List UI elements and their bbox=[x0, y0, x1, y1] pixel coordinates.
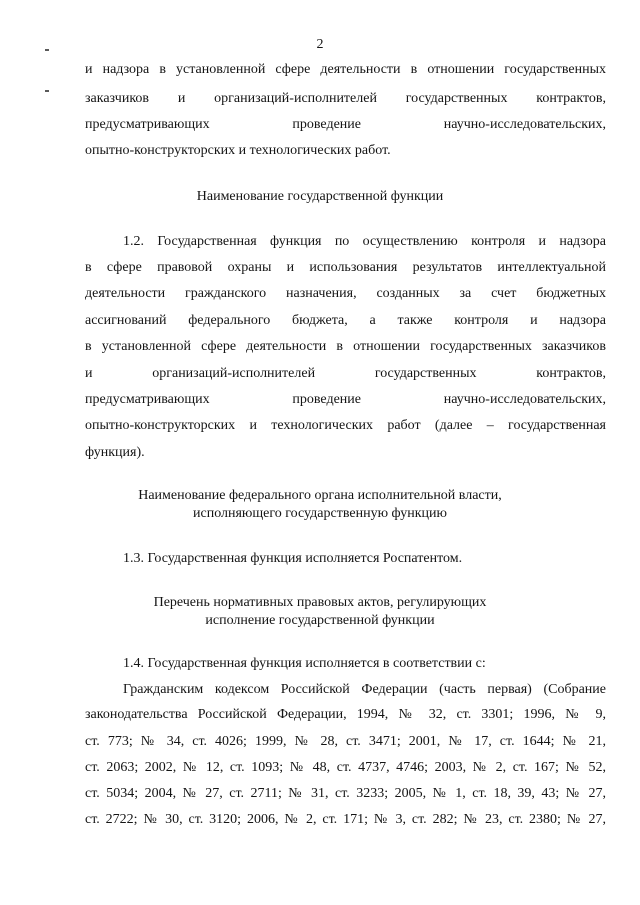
paragraph-line: предусматривающих проведение научно-исследовательских, bbox=[85, 392, 606, 407]
paragraph-line: 1.4. Государственная функция исполняется в соответствии с: bbox=[123, 656, 486, 671]
paragraph-line: ст. 5034; 2004, № 27, ст. 2711; № 31, ст. 3233; 2005, № 1, ст. 18, 39, 43; № 27, bbox=[85, 786, 606, 801]
section-heading: Наименование государственной функции bbox=[196, 189, 444, 204]
paragraph-line: в установленной сфере деятельности в отношении государственных заказчиков bbox=[85, 339, 606, 354]
scan-speck bbox=[45, 90, 49, 92]
page-number: 2 bbox=[316, 37, 324, 52]
paragraph-line: 1.3. Государственная функция исполняется Роспатентом. bbox=[123, 551, 463, 566]
paragraph-line: и надзора в установленной сфере деятельности в отношении государственных bbox=[85, 62, 606, 77]
section-heading: исполняющего государственную функцию bbox=[193, 506, 447, 521]
paragraph-line: предусматривающих проведение научно-исследовательских, bbox=[85, 117, 606, 132]
paragraph-line: опытно-конструкторских и технологических работ. bbox=[85, 143, 391, 158]
section-heading: Наименование федерального органа исполнительной власти, bbox=[138, 488, 502, 503]
section-heading: исполнение государственной функции bbox=[205, 613, 435, 628]
section-heading: Перечень нормативных правовых актов, регулирующих bbox=[153, 595, 487, 610]
paragraph-line: деятельности гражданского назначения, созданных за счет бюджетных bbox=[85, 286, 606, 301]
paragraph-line: функция). bbox=[85, 445, 145, 460]
paragraph-line: законодательства Российской Федерации, 1994, № 32, ст. 3301; 1996, № 9, bbox=[85, 707, 606, 722]
paragraph-line: Гражданским кодексом Российской Федерации (часть первая) (Собрание bbox=[123, 682, 606, 697]
paragraph-line: ст. 2722; № 30, ст. 3120; 2006, № 2, ст. 171; № 3, ст. 282; № 23, ст. 2380; № 27, bbox=[85, 812, 606, 827]
paragraph-line: ст. 773; № 34, ст. 4026; 1999, № 28, ст. 3471; 2001, № 17, ст. 1644; № 21, bbox=[85, 734, 606, 749]
paragraph-line: в сфере правовой охраны и использования результатов интеллектуальной bbox=[85, 260, 606, 275]
paragraph-line: ст. 2063; 2002, № 12, ст. 1093; № 48, ст. 4737, 4746; 2003, № 2, ст. 167; № 52, bbox=[85, 760, 606, 775]
paragraph-line: и организаций-исполнителей государственных контрактов, bbox=[85, 366, 606, 381]
paragraph-line: заказчиков и организаций-исполнителей государственных контрактов, bbox=[85, 91, 606, 106]
paragraph-line: ассигнований федерального бюджета, а также контроля и надзора bbox=[85, 313, 606, 328]
paragraph-line: 1.2. Государственная функция по осуществлению контроля и надзора bbox=[123, 234, 606, 249]
paragraph-line: опытно-конструкторских и технологических работ (далее – государственная bbox=[85, 418, 606, 433]
